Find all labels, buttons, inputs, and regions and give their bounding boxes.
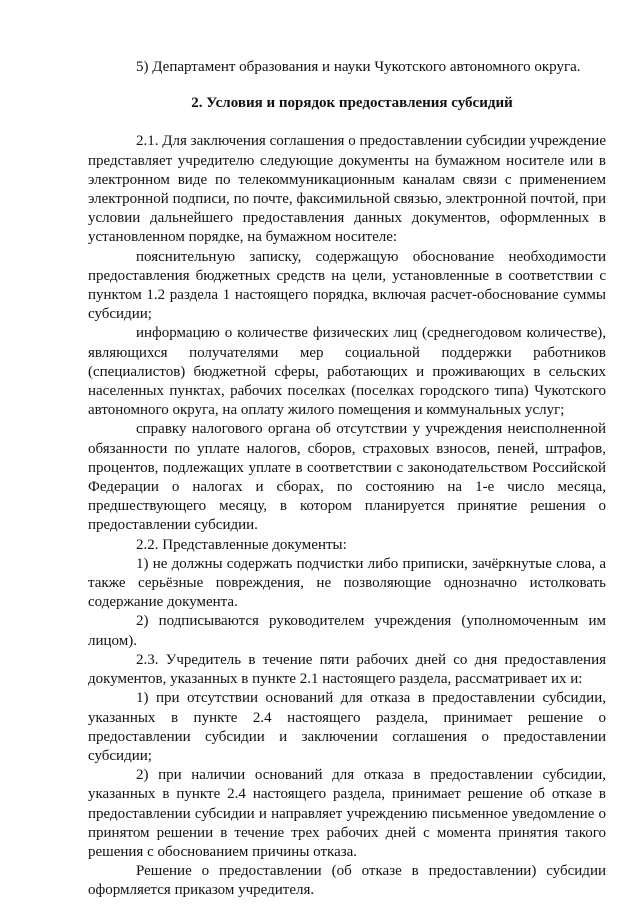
- list-item-5: 5) Департамент образования и науки Чукотского автономного округа.: [136, 59, 581, 75]
- paragraph-persons-info: информацию о количестве физических лиц (среднегодовом количестве), являющихся получателями мер социальной поддержки работников (специалистов) бюджетной сферы, работающих и проживающих в сельских населенных пунктах, рабочих поселках (поселках городского типа) Чукотского автономного округа, на оплату жилого помещения и коммунальных услуг;: [88, 325, 606, 419]
- paragraph-2-2: 2.2. Представленные документы:: [136, 536, 347, 553]
- paragraph-2-3-item-1: 1) при отсутствии оснований для отказа в предоставлении субсидии, указанных в пункте 2.4 настоящего раздела, принимает решение о предоставлении субсидии и заключении соглашения о предоставлении субсидии;: [88, 690, 606, 764]
- paragraph-tax-certificate: справку налогового органа об отсутствии у учреждения неисполненной обязанности по уплате налогов, сборов, страховых взносов, пеней, штрафов, процентов, подлежащих уплате в соответствии с законодательством Российской Федерации о налогах и сборах, по состоянию на 1-е число месяца, предшествующего месяцу, в котором планируется принятие решения о предоставлении субсидии.: [88, 421, 606, 534]
- paragraph-explanatory-note: пояснительную записку, содержащую обоснование необходимости предоставления бюджетных средств на цели, установленные в соответствии с пунктом 1.2 раздела 1 настоящего порядка, включая расчет-обоснование суммы субсидии;: [88, 248, 606, 323]
- paragraph-2-3-item-2: 2) при наличии оснований для отказа в предоставлении субсидии, указанных в пункте 2.4 настоящего раздела, принимает решение об отказе в предоставлении субсидии и направляет учреждению письменное уведомление о принятом решении в течение трех рабочих дней с момента принятия такого решения с обоснованием причины отказа.: [88, 767, 606, 860]
- paragraph-2-1: 2.1. Для заключения соглашения о предоставлении субсидии учреждение представляет учредителю следующие документы на бумажном носителе или в электронном виде по телекоммуникационным каналам связи с применением электронной подписи, по почте, факсимильной связью, электронной почтой, при условии дальнейшего предоставления данных документов, оформленных в установленном порядке, на бумажном носителе:: [88, 133, 606, 246]
- paragraph-2-2-item-1: 1) не должны содержать подчистки либо приписки, зачёркнутые слова, а также серьёзные повреждения, не позволяющие однозначно истолковать содержание документа.: [88, 555, 606, 611]
- paragraph-2-3: 2.3. Учредитель в течение пяти рабочих дней со дня предоставления документов, указанных в пункте 2.1 настоящего раздела, рассматривает их и:: [88, 651, 606, 688]
- paragraph-decision-order: Решение о предоставлении (об отказе в предоставлении) субсидии оформляется приказом учредителя.: [88, 863, 606, 899]
- section-heading: 2. Условия и порядок предоставления субсидий: [191, 95, 513, 112]
- paragraph-2-2-item-2: 2) подписываются руководителем учреждения (уполномоченным им лицом).: [88, 613, 606, 649]
